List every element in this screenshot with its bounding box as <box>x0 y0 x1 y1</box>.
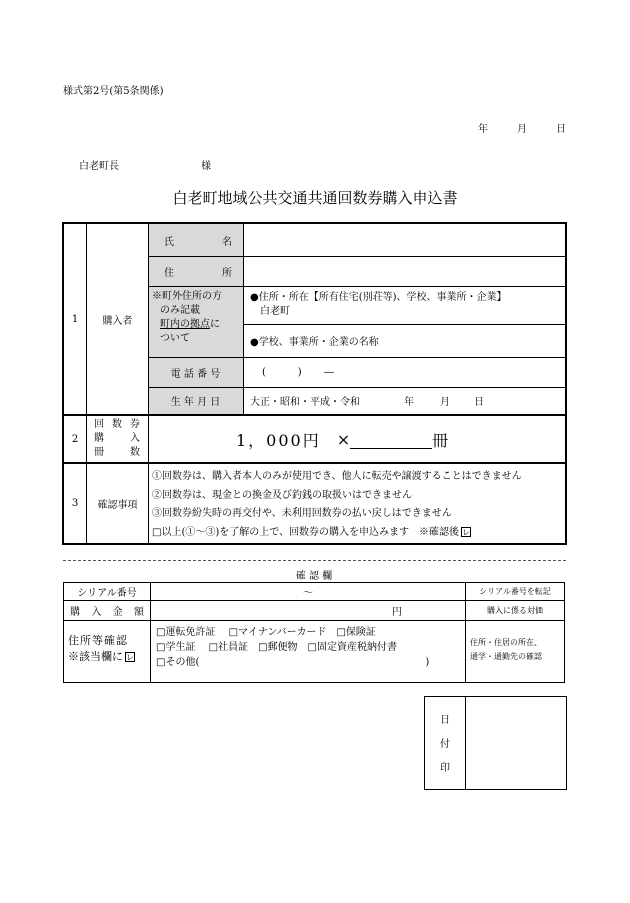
address-field[interactable] <box>244 257 565 286</box>
addressee: 白老町長 <box>79 161 119 172</box>
date-year: 年 <box>478 124 488 135</box>
id-documents[interactable] <box>156 625 464 670</box>
honorific: 様 <box>201 161 211 172</box>
check-box-icon: レ <box>126 653 134 662</box>
residence-option[interactable]: ●住所・所在【所有住宅(別荘等)、学校、事業所・企業】 白老町 <box>250 292 507 317</box>
cut-line <box>63 560 566 561</box>
birthdate-field[interactable]: 大正・昭和・平成・令和 年 月 日 <box>250 397 484 408</box>
section2-label: 回 数 券 購 入 冊 数 <box>94 419 140 458</box>
date-line <box>478 120 568 135</box>
date-stamp-label: 日 付 印 <box>440 715 450 774</box>
form-number: 様式第2号(第5条関係) <box>63 86 164 97</box>
page-title: 白老町地域公共交通共通回数券購入申込書 <box>172 189 458 207</box>
date-stamp-box <box>424 696 567 790</box>
docs-row-3: □その他( ) <box>156 657 430 668</box>
outside-resident-note: ※町外住所の方 のみ記載 町内の拠点に ついて <box>152 291 222 344</box>
serial-label: シリアル番号 <box>77 588 137 599</box>
serial-note: シリアル番号を転記 <box>479 587 551 596</box>
amount-field[interactable]: 円 <box>392 607 402 618</box>
address-note: 住所・住居の所在、 通学・通勤先の確認 <box>470 638 542 661</box>
school-company-option[interactable]: ●学校、事業所・企業の名称 <box>250 337 379 348</box>
confirm-title: 確 認 欄 <box>295 570 333 582</box>
date-month: 月 <box>517 124 527 135</box>
amount-label: 購 入 金 額 <box>70 607 144 618</box>
confirm-item-1: ①回数券は、購入者本人のみが使用でき、他人に転売や譲渡することはできません <box>152 471 522 482</box>
ticket-price: 1，000円 <box>236 430 321 450</box>
section2-number: 2 <box>71 433 79 445</box>
name-label: 氏 名 <box>164 236 232 248</box>
phone-field[interactable]: ( ) ― <box>262 366 334 378</box>
address-check-label: 住所等確認 ※該当欄に レ <box>68 634 134 663</box>
section3-number: 3 <box>71 498 79 509</box>
ticket-price-line <box>236 427 448 451</box>
amount-note: 購入に係る対価 <box>487 606 543 615</box>
name-field[interactable] <box>244 225 565 256</box>
confirm-item-4[interactable]: □以上(①～③)を了解の上で、回数券の購入を申込みます ※確認後 レ <box>152 526 471 538</box>
check-box-icon[interactable]: レ <box>462 528 471 537</box>
section3-label: 確認事項 <box>97 500 138 511</box>
phone-label: 電 話 番 号 <box>170 368 221 380</box>
birthdate-label: 生 年 月 日 <box>170 397 221 408</box>
serial-field[interactable]: ～ <box>303 588 313 599</box>
book-unit: 冊 <box>432 430 449 450</box>
main-form-table <box>62 222 567 545</box>
date-day: 日 <box>556 124 566 135</box>
confirmation-items <box>152 468 566 542</box>
confirm-item-2: ②回数券は、現金との換金及び釣銭の取扱いはできません <box>152 489 412 501</box>
confirm-item-3: ③回数券紛失時の再交付や、未利用回数券の払い戻しはできません <box>152 508 452 519</box>
confirm-table <box>63 582 565 683</box>
section1-number: 1 <box>71 313 79 325</box>
address-label: 住 所 <box>164 268 232 279</box>
quantity-field[interactable] <box>350 430 432 449</box>
docs-row-1: □運転免許証 □マイナンバーカード □保険証 <box>156 627 376 638</box>
times-sign: × <box>336 429 351 449</box>
section1-label: 購入者 <box>102 315 133 327</box>
date-stamp-area[interactable] <box>466 697 566 789</box>
docs-row-2: □学生証 □社員証 □郵便物 □固定資産税納付書 <box>156 642 397 653</box>
